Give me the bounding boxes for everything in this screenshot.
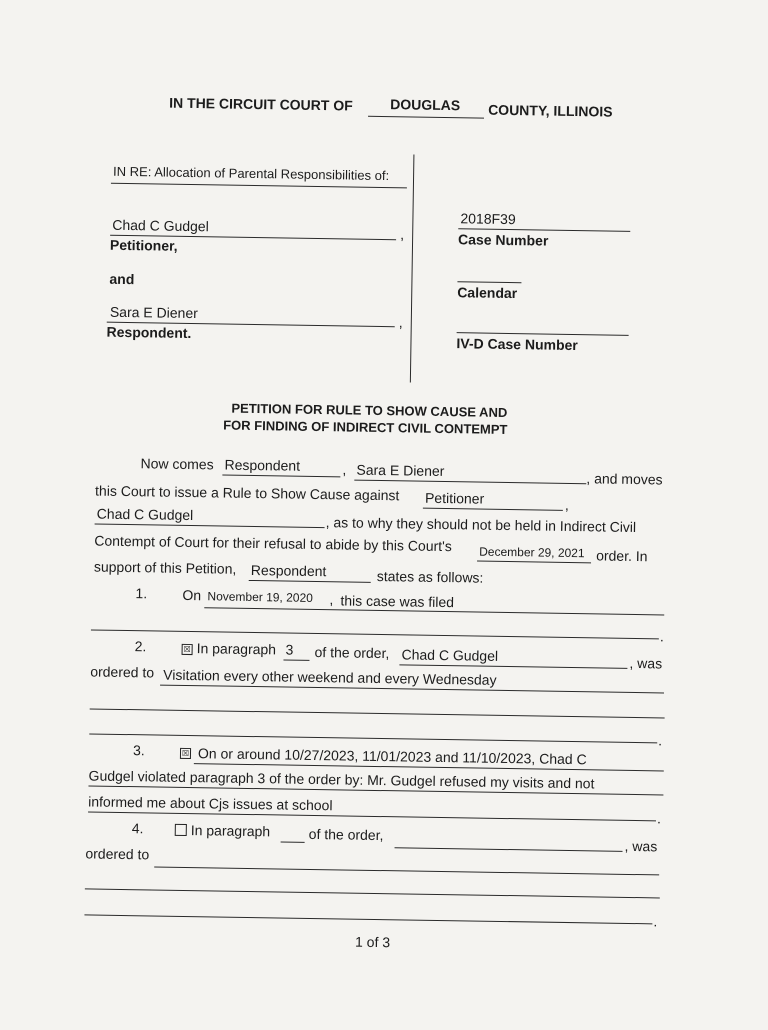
petitioner-comma: , <box>400 226 405 243</box>
caption-divider <box>410 154 415 382</box>
and-moves: , and moves <box>586 470 663 488</box>
item1-on: On <box>182 586 202 604</box>
item3-underline-3 <box>88 811 656 821</box>
order-date: December 29, 2021 <box>479 544 585 561</box>
against-role-underline <box>423 508 563 511</box>
now-comes: Now comes <box>140 455 214 473</box>
against-comma: , <box>564 496 569 513</box>
item1-comma: , <box>329 591 334 608</box>
respondent-name: Sara E Diener <box>109 303 198 322</box>
movant-name: Sara E Diener <box>356 461 445 480</box>
item1-date: November 19, 2020 <box>207 589 313 605</box>
item2-party-underline <box>399 664 627 669</box>
item3-line2: Gudgel violated paragraph 3 of the order by: Mr. Gudgel refused my visits and not <box>88 767 595 792</box>
item3-number: 3. <box>132 742 145 759</box>
item1-number: 1. <box>135 585 148 602</box>
item4-checkbox[interactable] <box>175 824 187 836</box>
petitioner-label: Petitioner, <box>109 236 178 254</box>
item4-underline-2 <box>85 888 660 898</box>
item4-in-paragraph: In paragraph <box>190 822 271 840</box>
calendar-underline <box>457 281 521 283</box>
calendar-label: Calendar <box>457 284 518 302</box>
respondent-comma: , <box>398 314 403 331</box>
in-re-text: IN RE: Allocation of Parental Responsibilities of: <box>113 163 390 184</box>
movant-comma: , <box>342 461 347 478</box>
item2-order-text: Visitation every other weekend and every Wednesday <box>163 666 497 688</box>
case-number-value: 2018F39 <box>460 210 516 228</box>
item4-number: 4. <box>131 820 144 837</box>
item2-was: , was <box>629 654 663 672</box>
petitioner-name: Chad C Gudgel <box>112 216 209 235</box>
item2-in-paragraph: In paragraph <box>196 640 277 658</box>
against-name-underline <box>95 524 325 529</box>
county-value: DOUGLAS <box>390 96 461 114</box>
item4-party-underline <box>395 847 623 852</box>
court-prefix: IN THE CIRCUIT COURT OF <box>169 94 353 114</box>
contempt-text: Contempt of Court for their refusal to abide by this Court's <box>94 532 452 555</box>
page-number: 1 of 3 <box>354 933 391 951</box>
movant-role: Respondent <box>224 456 301 474</box>
item2-paragraph: 3 <box>285 641 294 658</box>
item4-underline-3 <box>84 914 652 924</box>
as-to-why-text: , as to why they should not be held in Indirect Civil <box>325 514 637 536</box>
item2-check-row <box>182 640 277 657</box>
movant-role-underline <box>222 475 340 478</box>
title-line1: PETITION FOR RULE TO SHOW CAUSE AND <box>231 400 508 420</box>
item2-underline-3 <box>89 733 657 743</box>
item3-line3: informed me about Cjs issues at school <box>88 793 333 814</box>
item3-line1: On or around 10/27/2023, 11/01/2023 and 11/10/2023, Chad C <box>197 745 587 768</box>
item1-text: this case was filed <box>340 592 455 611</box>
item2-party: Chad C Gudgel <box>401 646 499 664</box>
against-name: Chad C Gudgel <box>96 505 194 524</box>
item1-underline-2 <box>91 629 659 639</box>
title-line2: FOR FINDING OF INDIRECT CIVIL CONTEMPT <box>223 417 508 437</box>
respondent-label: Respondent. <box>106 323 192 342</box>
issue-rule-text: this Court to issue a Rule to Show Cause against <box>94 482 400 504</box>
support-text: support of this Petition, <box>93 558 237 577</box>
support-role: Respondent <box>250 561 327 580</box>
states-text: states as follows: <box>376 567 484 586</box>
court-suffix: COUNTY, ILLINOIS <box>488 101 613 120</box>
item2-paragraph-underline <box>283 660 309 661</box>
ivd-label: IV-D Case Number <box>456 335 578 354</box>
item3-check-row <box>180 744 195 760</box>
item2-ordered-to: ordered to <box>90 663 155 681</box>
against-role: Petitioner <box>424 489 485 507</box>
item4-was: , was <box>624 837 658 855</box>
case-number-label: Case Number <box>457 231 549 249</box>
order-in-text: order. In <box>596 547 648 565</box>
order-date-underline <box>477 561 591 564</box>
item2-checkbox[interactable]: ☒ <box>183 644 191 655</box>
item4-ordered-to: ordered to <box>85 845 150 863</box>
item2-period: . <box>658 732 663 749</box>
county-underline <box>368 116 484 119</box>
item2-of-order: of the order, <box>314 643 390 662</box>
movant-name-underline <box>354 480 586 485</box>
and-label: and <box>109 270 135 288</box>
item4-period: . <box>653 913 658 930</box>
item4-of-order: of the order, <box>308 825 384 844</box>
item2-number: 2. <box>134 638 147 655</box>
item3-checkbox[interactable]: ☒ <box>181 748 190 759</box>
item4-paragraph-underline <box>281 841 305 842</box>
item2-underline-2 <box>90 708 665 718</box>
item4-check-row <box>175 822 271 839</box>
item4-order-underline <box>154 866 659 875</box>
item3-period: . <box>656 810 662 827</box>
item1-period: . <box>659 628 664 645</box>
support-role-underline <box>249 580 371 583</box>
in-re-underline <box>111 183 407 189</box>
